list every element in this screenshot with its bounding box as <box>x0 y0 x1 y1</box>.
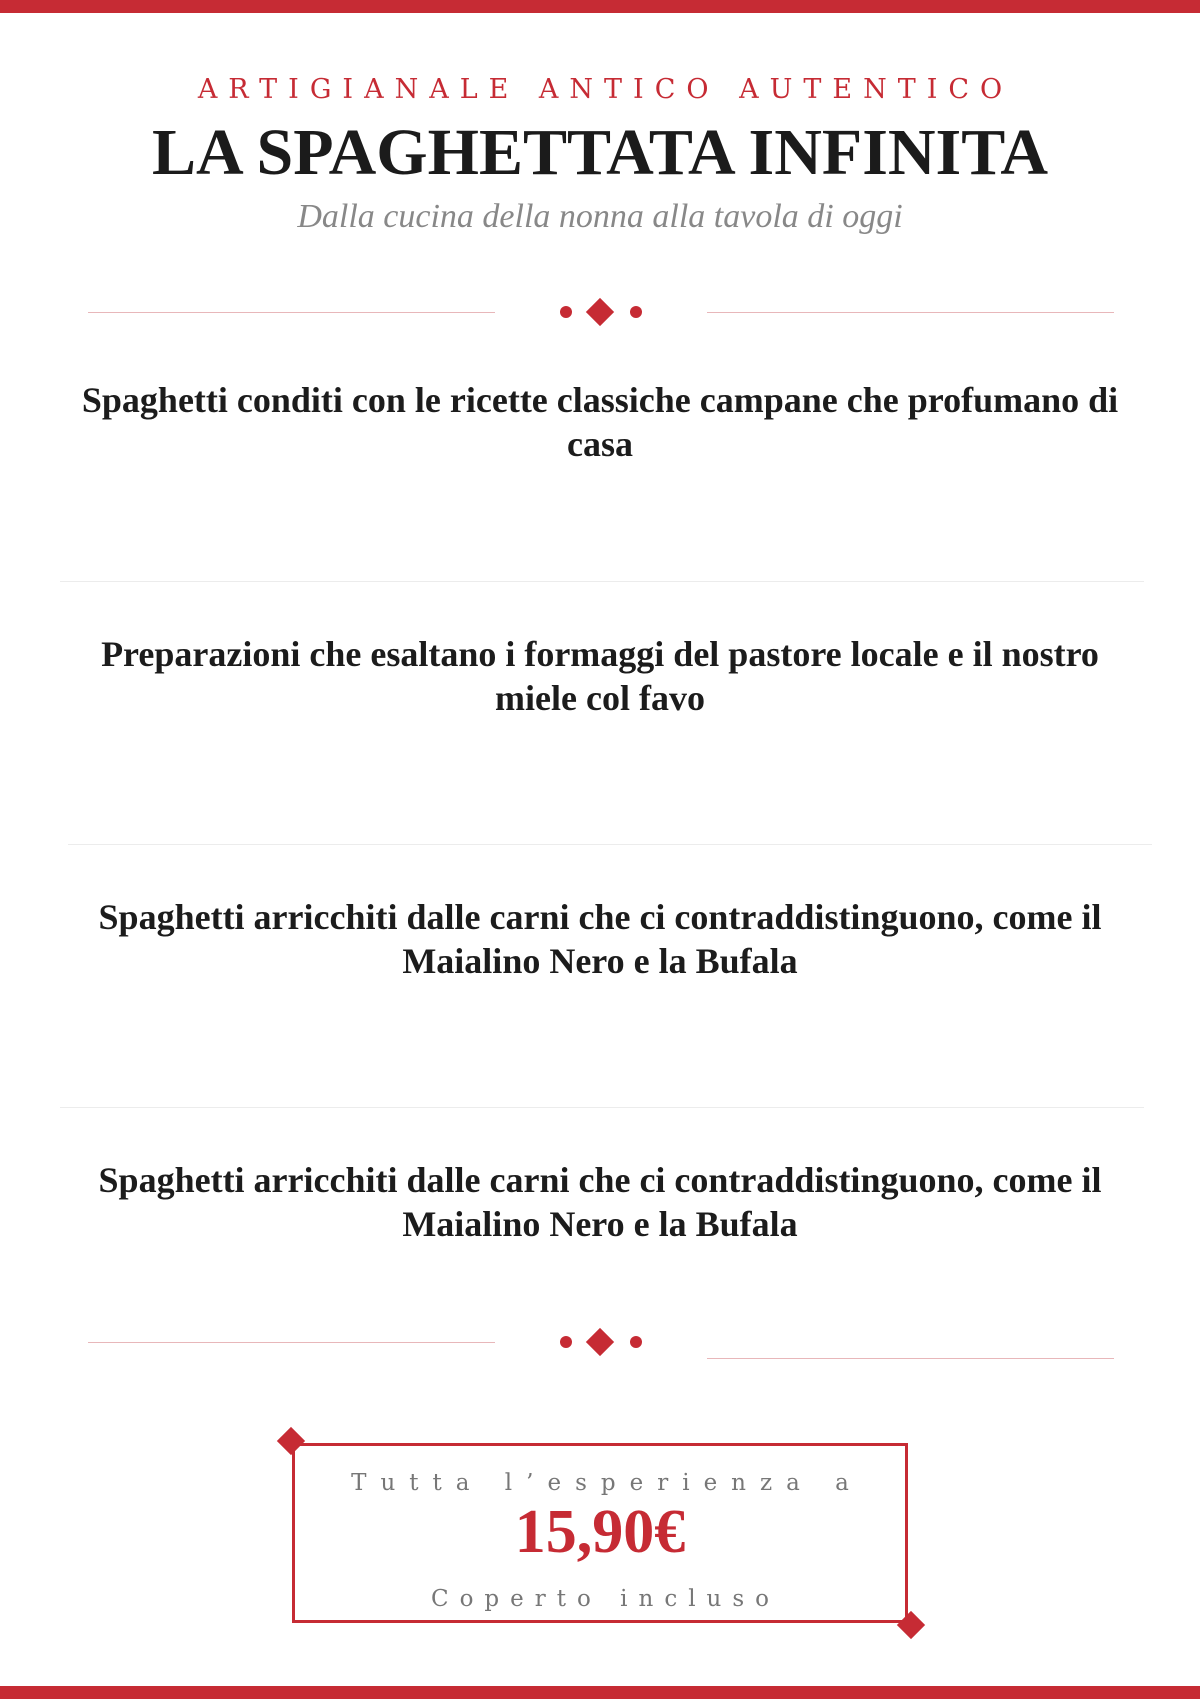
menu-item <box>0 895 1200 983</box>
menu-item-text: Preparazioni che esaltano i formaggi del pastore locale e il nostro miele col favo <box>101 634 1099 718</box>
ornament-line-left <box>88 312 495 313</box>
menu-item <box>0 632 1200 720</box>
diamond-icon <box>586 298 614 326</box>
menu-item-text: Spaghetti arricchiti dalle carni che ci contraddistinguono, come il Maialino Nero e la Bufala <box>98 897 1102 981</box>
ornament-divider-bottom <box>0 1322 1200 1362</box>
ornament-line-left <box>88 1342 495 1343</box>
menu-item <box>0 1158 1200 1246</box>
price-label: Tutta l’esperienza a <box>351 1470 863 1496</box>
menu-item <box>0 378 1200 466</box>
dot-icon <box>630 306 642 318</box>
dot-icon <box>630 1336 642 1348</box>
section-divider <box>68 844 1152 845</box>
menu-item-text: Spaghetti conditi con le ricette classiche campane che profumano di casa <box>81 380 1119 464</box>
subtitle: Dalla cucina della nonna alla tavola di oggi <box>297 198 903 235</box>
section-divider <box>60 1107 1144 1108</box>
ornament-divider-top <box>0 292 1200 332</box>
diamond-icon <box>586 1328 614 1356</box>
top-border-bar <box>0 0 1200 13</box>
ornament-line-right <box>707 312 1114 313</box>
bottom-border-bar <box>0 1686 1200 1699</box>
page-title: LA SPAGHETTATA INFINITA <box>151 116 1049 189</box>
dot-icon <box>560 1336 572 1348</box>
ornament-line-right <box>707 1358 1114 1359</box>
menu-item-text: Spaghetti arricchiti dalle carni che ci contraddistinguono, come il Maialino Nero e la Bufala <box>98 1160 1102 1244</box>
section-divider <box>60 581 1144 582</box>
tagline: ARTIGIANALE ANTICO AUTENTICO <box>197 74 1014 105</box>
dot-icon <box>560 306 572 318</box>
price-note: Coperto incluso <box>430 1586 781 1612</box>
price-amount: 15,90€ <box>514 1498 686 1566</box>
